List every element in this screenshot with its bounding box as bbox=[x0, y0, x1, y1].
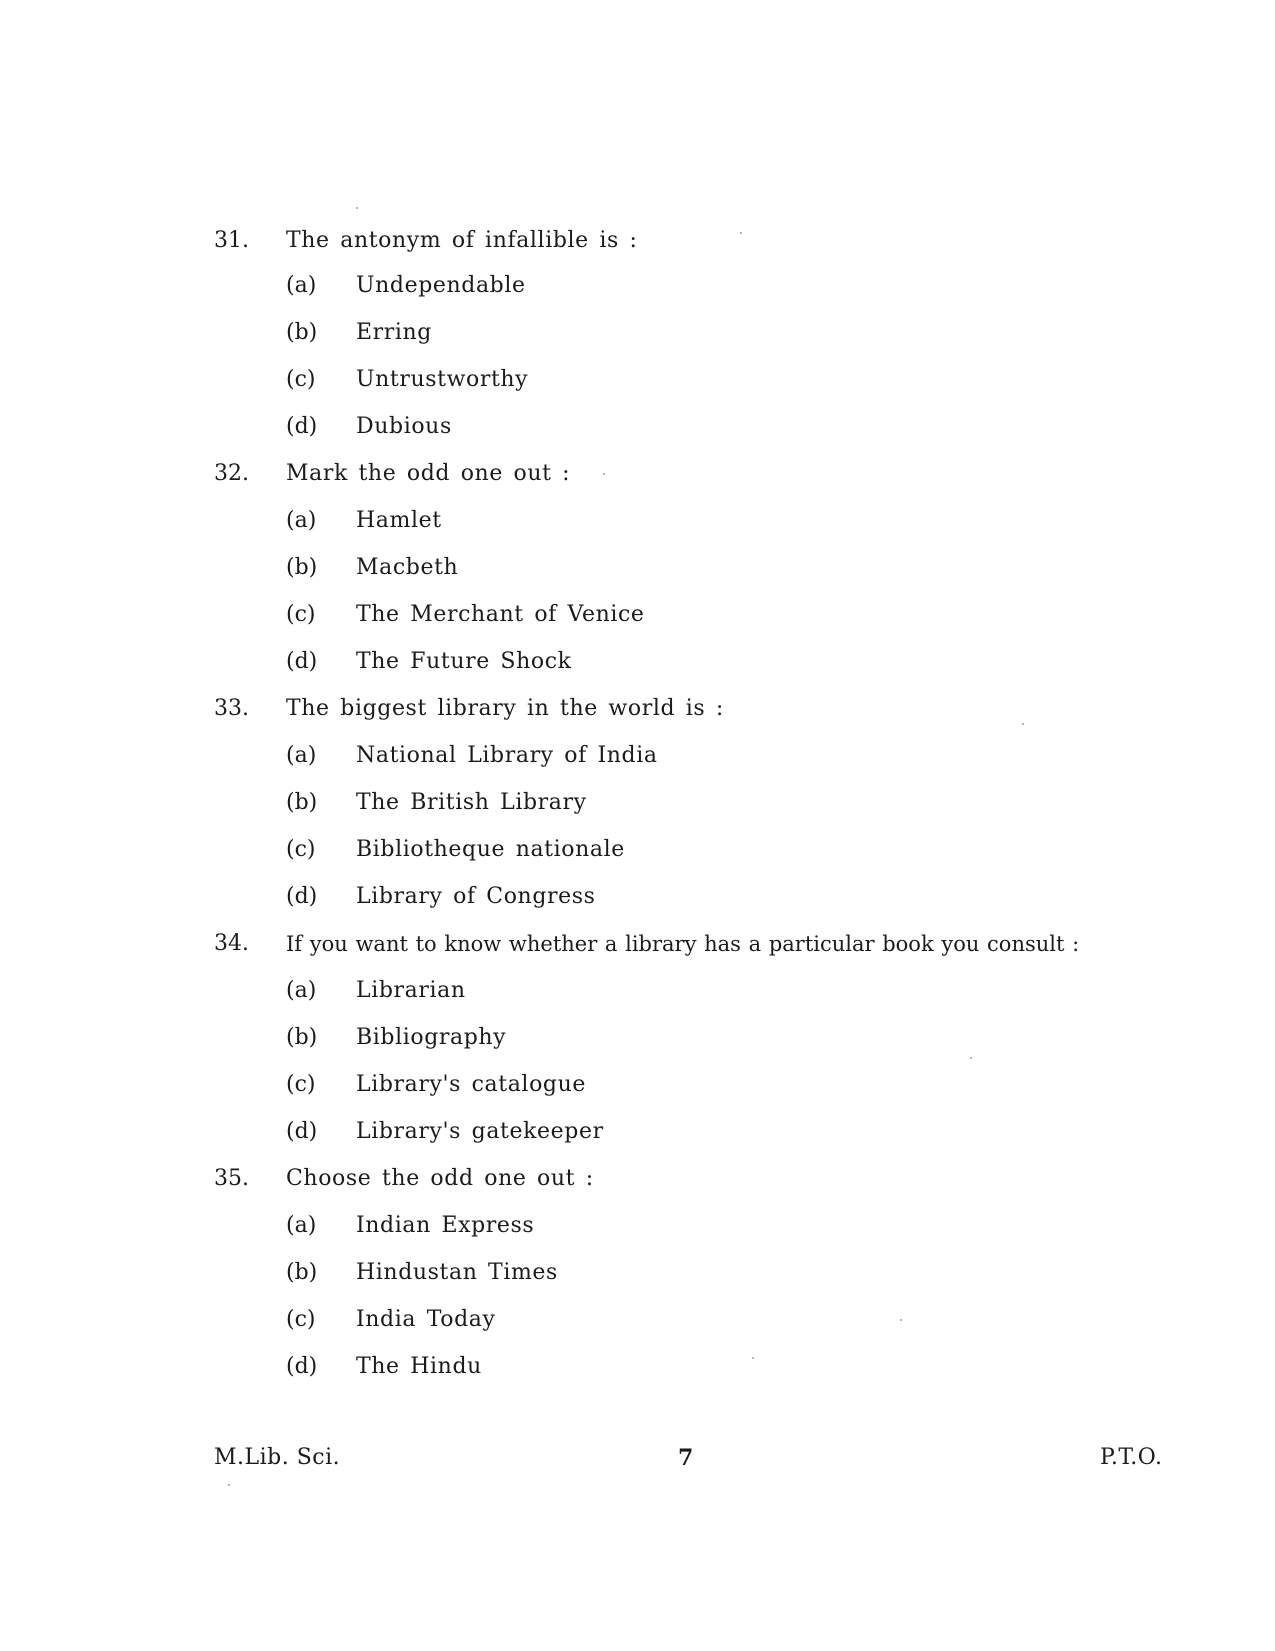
option-text: Dubious bbox=[356, 414, 452, 439]
option-34-c bbox=[0, 1070, 1275, 1100]
option-text: The Hindu bbox=[356, 1354, 482, 1379]
option-label: (a) bbox=[286, 1213, 317, 1238]
option-33-d bbox=[0, 882, 1275, 912]
question-text: Choose the odd one out : bbox=[286, 1166, 594, 1191]
question-text: The biggest library in the world is : bbox=[286, 696, 724, 721]
option-label: (c) bbox=[286, 367, 316, 392]
option-label: (a) bbox=[286, 743, 317, 768]
option-text: The Merchant of Venice bbox=[356, 602, 645, 627]
question-text: The antonym of infallible is : bbox=[286, 228, 638, 253]
option-text: Macbeth bbox=[356, 555, 459, 580]
scan-speck bbox=[970, 1057, 972, 1059]
option-label: (a) bbox=[286, 508, 317, 533]
option-31-c bbox=[0, 365, 1275, 395]
option-label: (b) bbox=[286, 320, 318, 345]
option-label: (b) bbox=[286, 555, 318, 580]
option-label: (b) bbox=[286, 1025, 318, 1050]
scan-speck bbox=[228, 1484, 230, 1486]
option-31-b bbox=[0, 318, 1275, 348]
option-label: (d) bbox=[286, 649, 318, 674]
question-text: If you want to know whether a library has a particular book you consult : bbox=[286, 932, 1080, 956]
scan-speck bbox=[603, 473, 605, 475]
option-text: Hamlet bbox=[356, 508, 442, 533]
option-32-d bbox=[0, 647, 1275, 677]
option-32-b bbox=[0, 553, 1275, 583]
option-33-b bbox=[0, 788, 1275, 818]
option-32-a bbox=[0, 506, 1275, 536]
question-number: 34. bbox=[214, 931, 249, 956]
option-label: (c) bbox=[286, 837, 316, 862]
footer-page-number: 7 bbox=[678, 1445, 694, 1471]
option-35-c bbox=[0, 1305, 1275, 1335]
option-text: Library's catalogue bbox=[356, 1072, 586, 1097]
question-number: 31. bbox=[214, 228, 249, 253]
option-text: Indian Express bbox=[356, 1213, 535, 1238]
option-35-d bbox=[0, 1352, 1275, 1382]
option-text: Librarian bbox=[356, 978, 466, 1003]
option-33-c bbox=[0, 835, 1275, 865]
option-34-a bbox=[0, 976, 1275, 1006]
option-label: (d) bbox=[286, 884, 318, 909]
option-text: Bibliotheque nationale bbox=[356, 837, 625, 862]
option-33-a bbox=[0, 741, 1275, 771]
footer-course: M.Lib. Sci. bbox=[214, 1445, 341, 1470]
option-text: Library of Congress bbox=[356, 884, 596, 909]
question-number: 35. bbox=[214, 1166, 249, 1191]
option-text: Untrustworthy bbox=[356, 367, 529, 392]
scan-speck bbox=[356, 207, 358, 209]
option-label: (c) bbox=[286, 1307, 316, 1332]
question-text: Mark the odd one out : bbox=[286, 461, 571, 486]
option-text: Library's gatekeeper bbox=[356, 1119, 604, 1144]
option-text: The British Library bbox=[356, 790, 587, 815]
option-label: (b) bbox=[286, 1260, 318, 1285]
option-label: (d) bbox=[286, 414, 318, 439]
option-31-d bbox=[0, 412, 1275, 442]
question-number: 32. bbox=[214, 461, 249, 486]
option-label: (b) bbox=[286, 790, 318, 815]
option-text: Bibliography bbox=[356, 1025, 507, 1050]
option-35-b bbox=[0, 1258, 1275, 1288]
option-35-a bbox=[0, 1211, 1275, 1241]
option-text: Hindustan Times bbox=[356, 1260, 558, 1285]
footer-pto: P.T.O. bbox=[1100, 1445, 1163, 1470]
option-34-b bbox=[0, 1023, 1275, 1053]
option-31-a bbox=[0, 271, 1275, 301]
option-label: (a) bbox=[286, 978, 317, 1003]
option-text: Erring bbox=[356, 320, 432, 345]
option-label: (c) bbox=[286, 1072, 316, 1097]
scan-speck bbox=[740, 232, 742, 234]
option-text: National Library of India bbox=[356, 743, 658, 768]
option-label: (c) bbox=[286, 602, 316, 627]
option-34-d bbox=[0, 1117, 1275, 1147]
option-text: India Today bbox=[356, 1307, 496, 1332]
option-label: (d) bbox=[286, 1354, 318, 1379]
question-number: 33. bbox=[214, 696, 249, 721]
option-text: Undependable bbox=[356, 273, 526, 298]
option-text: The Future Shock bbox=[356, 649, 572, 674]
option-label: (d) bbox=[286, 1119, 318, 1144]
scan-speck bbox=[1022, 723, 1024, 725]
option-label: (a) bbox=[286, 273, 317, 298]
option-32-c bbox=[0, 600, 1275, 630]
